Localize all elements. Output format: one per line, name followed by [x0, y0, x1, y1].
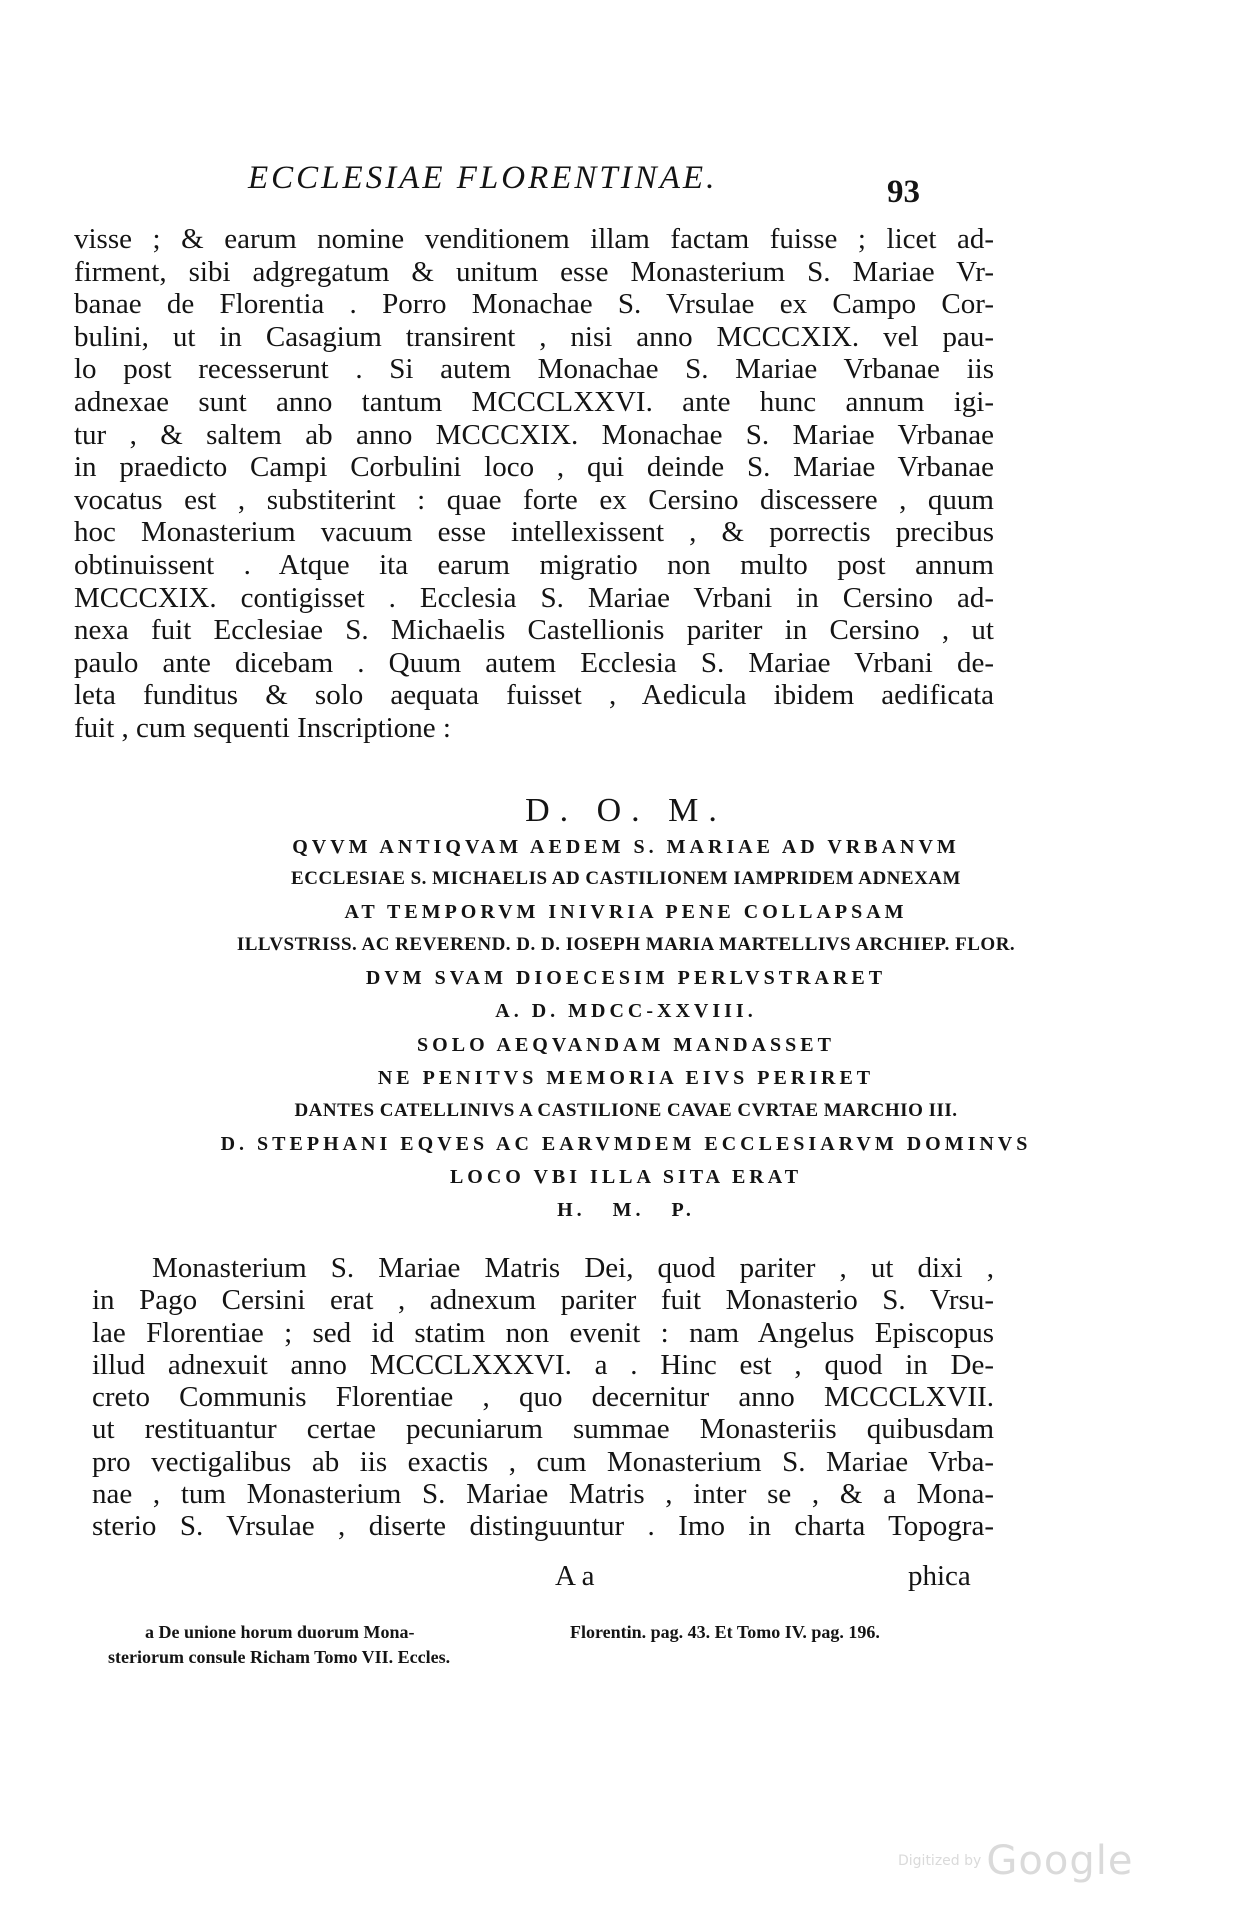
inscription-line: LOCO VBI ILLA SITA ERAT	[449, 1166, 803, 1188]
inscription-line: ECCLESIAE S. MICHAELIS AD CASTILIONEM IAMPRIDEM ADNEXAM	[291, 868, 961, 889]
catchword: phica	[908, 1560, 971, 1592]
text-line: ut restituantur certae pecuniarum summae Monasteriis quibusdam	[92, 1413, 994, 1446]
inscription-line: NE PENITVS MEMORIA EIVS PERIRET	[377, 1067, 875, 1089]
watermark-logo: Google	[986, 1838, 1134, 1884]
text-line: fuit , cum sequenti Inscriptione :	[74, 711, 451, 744]
text-line: banae de Florentia . Porro Monachae S. Vrsulae ex Campo Cor-	[74, 288, 994, 321]
text-line: visse ; & earum nomine venditionem illam factam fuisse ; licet ad-	[74, 223, 994, 255]
text-line: pro vectigalibus ab iis exactis , cum Monasterium S. Mariae Vrba-	[92, 1445, 994, 1478]
inscription-heading: D. O. M.	[525, 792, 727, 829]
text-line: Monasterium S. Mariae Matris Dei, quod pariter , ut dixi ,	[152, 1252, 994, 1284]
inscription-line: SOLO AEQVANDAM MANDASSET	[417, 1034, 835, 1056]
inscription-line: DVM SVAM DIOECESIM PERLVSTRARET	[365, 967, 887, 989]
inscription-line: H. M. P.	[557, 1199, 695, 1221]
text-line: in Pago Cersini erat , adnexum pariter fuit Monasterio S. Vrsu-	[92, 1284, 994, 1317]
text-line: tur , & saltem ab anno MCCCXIX. Monachae S. Mariae Vrbanae	[74, 418, 994, 451]
text-line: nexa fuit Ecclesiae S. Michaelis Castellionis pariter in Cersino , ut	[74, 614, 994, 647]
inscription-line: DANTES CATELLINIVS A CASTILIONE CAVAE CVRTAE MARCHIO III.	[294, 1100, 958, 1121]
text-line: lae Florentiae ; sed id statim non evenit : nam Angelus Episcopus	[92, 1316, 994, 1349]
text-line: leta funditus & solo aequata fuisset , Aedicula ibidem aedificata	[74, 679, 994, 712]
inscription-line: A. D. MDCC-XXVIII.	[495, 1000, 757, 1022]
footnote-line: a De unione horum duorum Mona-	[145, 1622, 415, 1642]
text-line: vocatus est , substiterint : quae forte ex Cersino discessere , quum	[74, 483, 994, 516]
body-paragraph-2	[92, 1252, 994, 1543]
text-line: illud adnexuit anno MCCCLXXXVI. a . Hinc est , quod in De-	[92, 1348, 994, 1381]
inscription-line: ILLVSTRISS. AC REVEREND. D. D. IOSEPH MARIA MARTELLIVS ARCHIEP. FLOR.	[236, 934, 1016, 955]
text-line: firment, sibi adgregatum & unitum esse Monasterium S. Mariae Vr-	[74, 255, 994, 288]
text-line: paulo ante dicebam . Quum autem Ecclesia S. Mariae Vrbani de-	[74, 646, 994, 679]
running-title: ECCLESIAE FLORENTINAE.	[248, 160, 718, 196]
body-paragraph-1	[74, 223, 994, 745]
inscription-line: AT TEMPORVM INIVRIA PENE COLLAPSAM	[344, 901, 908, 923]
text-line: bulini, ut in Casagium transirent , nisi anno MCCCXIX. vel pau-	[74, 320, 994, 353]
digitization-watermark	[898, 1838, 1133, 1884]
text-line: sterio S. Vrsulae , diserte distinguuntur . Imo in charta Topogra-	[92, 1510, 994, 1543]
footnote-line: Florentin. pag. 43. Et Tomo IV. pag. 196.	[570, 1622, 880, 1642]
text-line: MCCCXIX. contigisset . Ecclesia S. Mariae Vrbani in Cersino ad-	[74, 581, 994, 614]
text-line: lo post recesserunt . Si autem Monachae S. Mariae Vrbanae iis	[74, 353, 994, 386]
watermark-label: Digitized by	[898, 1853, 982, 1869]
page-number: 93	[887, 174, 920, 210]
text-line: hoc Monasterium vacuum esse intellexissent , & porrectis precibus	[74, 516, 994, 549]
footnote-line: steriorum consule Richam Tomo VII. Eccles.	[108, 1647, 451, 1667]
signature-mark: A a	[555, 1560, 595, 1592]
text-line: creto Communis Florentiae , quo decernitur anno MCCCLXVII.	[92, 1381, 994, 1414]
text-line: obtinuissent . Atque ita earum migratio non multo post annum	[74, 548, 994, 581]
text-line: nae , tum Monasterium S. Mariae Matris , inter se , & a Mona-	[92, 1478, 994, 1511]
text-line: in praedicto Campi Corbulini loco , qui deinde S. Mariae Vrbanae	[74, 451, 994, 484]
inscription-line: D. STEPHANI EQVES AC EARVMDEM ECCLESIARVM DOMINVS	[220, 1133, 1032, 1155]
inscription-line: QVVM ANTIQVAM AEDEM S. MARIAE AD VRBANVM	[292, 836, 960, 858]
text-line: adnexae sunt anno tantum MCCCLXXVI. ante hunc annum igi-	[74, 385, 994, 418]
